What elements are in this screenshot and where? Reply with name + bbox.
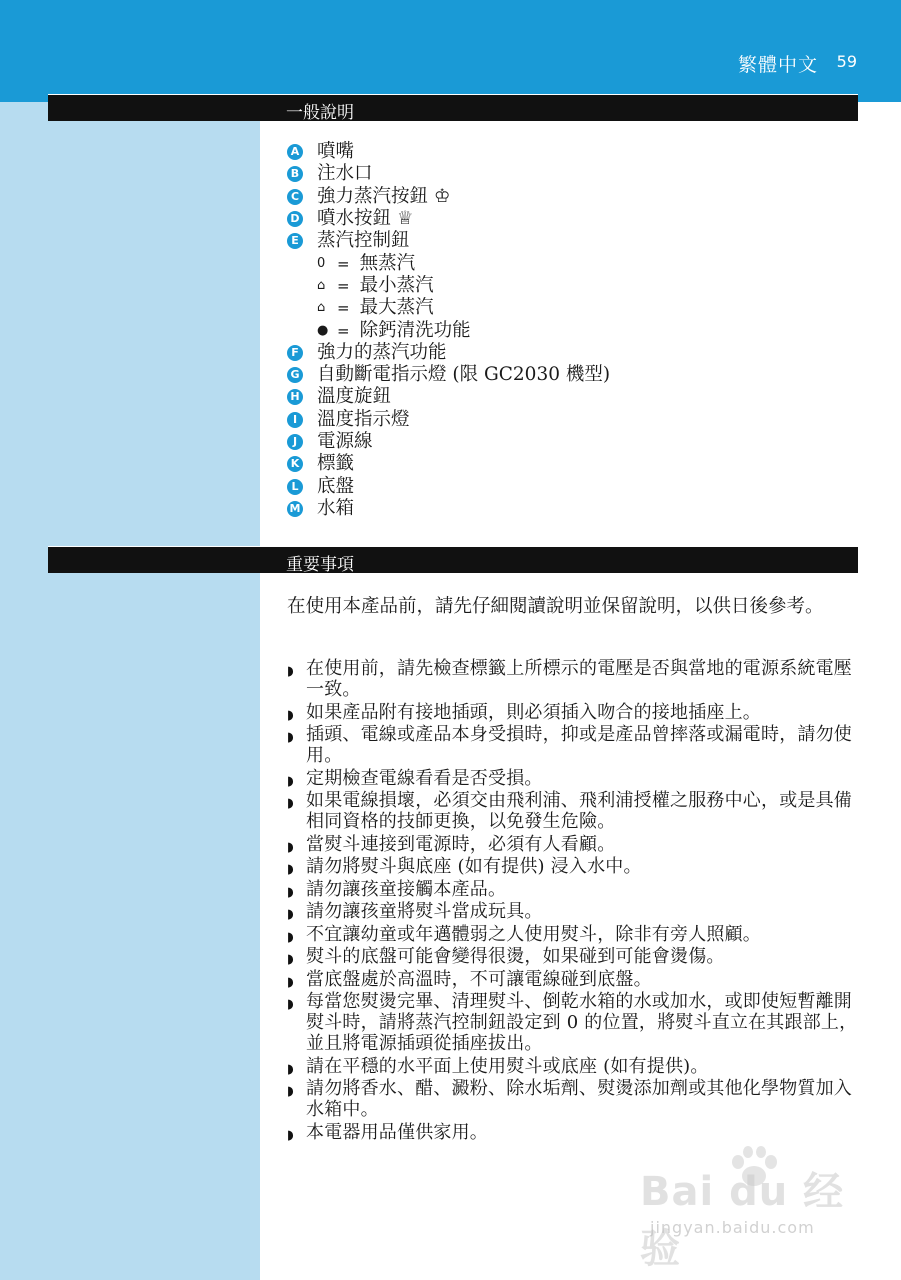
- rule-text: 插頭、電線或產品本身受損時，抑或是產品曾摔落或漏電時，請勿使用。: [306, 724, 852, 766]
- bullet-icon: ◗: [287, 974, 295, 990]
- steam-setting: [287, 252, 610, 274]
- list-item: [287, 453, 610, 475]
- list-item: [287, 1078, 859, 1120]
- rule-text: 請勿讓孩童接觸本產品。: [306, 878, 507, 900]
- part-label: 噴嘴: [317, 141, 355, 163]
- list-item: [287, 141, 610, 163]
- steam-eq: =: [337, 276, 350, 295]
- bullet-icon: ◗: [287, 1061, 295, 1077]
- list-item: [287, 498, 610, 520]
- list-item: [287, 386, 610, 408]
- list-item: [287, 431, 610, 453]
- watermark-url: jingyan.baidu.com: [650, 1218, 815, 1237]
- section-bar-important: [48, 546, 858, 573]
- list-item: [287, 475, 610, 497]
- min-steam-icon: ⌂: [317, 277, 326, 293]
- list-item: [287, 163, 610, 185]
- list-item: [287, 834, 859, 855]
- rule-text: 本電器用品僅供家用。: [306, 1121, 488, 1143]
- steam-label: 無蒸汽: [359, 252, 416, 274]
- steam-eq: =: [337, 321, 350, 340]
- section-title-important: 重要事項: [286, 555, 354, 575]
- rule-text: 請勿將熨斗與底座 (如有提供) 浸入水中。: [306, 856, 642, 877]
- part-label: 強力蒸汽按鈕 ♔: [317, 185, 451, 207]
- badge-icon: I: [287, 412, 303, 428]
- list-item: [287, 342, 610, 364]
- part-label: 蒸汽控制鈕: [317, 230, 410, 252]
- badge-icon: J: [287, 434, 303, 450]
- part-label: 溫度指示燈: [317, 408, 410, 430]
- steam-eq: =: [337, 299, 350, 318]
- part-label: 強力的蒸汽功能: [317, 341, 447, 363]
- rule-text: 當熨斗連接到電源時，必須有人看顧。: [306, 833, 616, 855]
- badge-icon: D: [287, 211, 303, 227]
- part-label: 噴水按鈕 ♕: [317, 208, 414, 230]
- parts-list: [287, 141, 610, 520]
- rule-text: 請在平穩的水平面上使用熨斗或底座 (如有提供)。: [306, 1055, 709, 1077]
- badge-icon: C: [287, 189, 303, 205]
- intro-paragraph: 在使用本產品前，請先仔細閱讀說明並保留說明，以供日後參考。: [287, 596, 824, 617]
- list-item: [287, 658, 859, 700]
- bullet-icon: ◗: [287, 884, 295, 900]
- list-item: [287, 901, 859, 922]
- list-item: [287, 790, 859, 832]
- bullet-icon: ◗: [287, 773, 295, 789]
- list-item: [287, 879, 859, 900]
- bullet-icon: ◗: [287, 997, 295, 1012]
- badge-icon: H: [287, 389, 303, 405]
- steam-setting: [287, 319, 610, 341]
- rule-text: 每當您熨燙完畢、清理熨斗、倒乾水箱的水或加水，或即使短暫離開熨斗時，請將蒸汽控制鈕設定到 0 的位置，將熨斗直立在其跟部上，並且將電源插頭從插座拔出。: [306, 991, 858, 1054]
- list-item: [287, 768, 859, 789]
- list-item: [287, 924, 859, 945]
- bullet-icon: ◗: [287, 952, 295, 967]
- rule-text: 如果產品附有接地插頭，則必須插入吻合的接地插座上。: [306, 701, 761, 723]
- watermark-logo: Bai du 经验: [640, 1169, 845, 1272]
- part-label: 標籤: [317, 453, 355, 475]
- badge-icon: B: [287, 166, 303, 182]
- max-steam-icon: ⌂: [317, 300, 326, 316]
- rule-text: 請勿將香水、醋、澱粉、除水垢劑、熨燙添加劑或其他化學物質加入水箱中。: [306, 1078, 852, 1120]
- list-item: [287, 409, 610, 431]
- badge-icon: K: [287, 456, 303, 472]
- rule-text: 不宜讓幼童或年邁體弱之人使用熨斗，除非有旁人照顧。: [306, 923, 761, 945]
- rule-text: 如果電線損壞，必須交由飛利浦、飛利浦授權之服務中心，或是具備相同資格的技師更換，以免發生危險。: [306, 790, 852, 832]
- rule-text: 當底盤處於高溫時，不可讓電線碰到底盤。: [306, 968, 652, 990]
- rule-text: 熨斗的底盤可能會變得很燙，如果碰到可能會燙傷。: [306, 946, 725, 967]
- rule-text: 定期檢查電線看看是否受損。: [306, 767, 543, 789]
- part-label: 溫度旋鈕: [317, 386, 392, 408]
- badge-icon: E: [287, 233, 303, 249]
- rule-text: 請勿讓孩童將熨斗當成玩具。: [306, 901, 543, 922]
- bullet-icon: ◗: [287, 796, 295, 811]
- list-item: [287, 1056, 859, 1077]
- bullet-icon: ◗: [287, 664, 295, 679]
- section-title-general: 一般說明: [286, 103, 354, 123]
- steam-label: 最大蒸汽: [359, 297, 434, 319]
- list-item: [287, 991, 859, 1054]
- part-label: 底盤: [317, 475, 355, 497]
- bullet-icon: ◗: [287, 730, 295, 745]
- list-item: [287, 969, 859, 990]
- watermark: [640, 1150, 860, 1272]
- list-item: [287, 724, 859, 766]
- rule-text: 在使用前，請先檢查標籤上所標示的電壓是否與當地的電源系統電壓一致。: [306, 658, 852, 700]
- bullet-icon: ◗: [287, 862, 295, 877]
- calc-clean-icon: ●: [317, 322, 329, 338]
- list-item: [287, 230, 610, 252]
- part-label: 水箱: [317, 497, 355, 519]
- list-item: [287, 856, 859, 877]
- page-number: 59: [836, 52, 857, 71]
- bullet-icon: ◗: [287, 839, 295, 855]
- list-item: [287, 946, 859, 967]
- badge-icon: M: [287, 501, 303, 517]
- bullet-icon: ◗: [287, 907, 295, 922]
- steam-setting: [287, 275, 610, 297]
- steam-label: 除鈣清洗功能: [359, 319, 471, 341]
- list-item: [287, 364, 610, 386]
- bullet-icon: ◗: [287, 929, 295, 945]
- side-column: [0, 102, 260, 1280]
- badge-icon: L: [287, 479, 303, 495]
- badge-icon: A: [287, 144, 303, 160]
- language-title: 繁體中文: [737, 54, 818, 76]
- section-bar-general: [48, 94, 858, 121]
- steam-symbol: 0: [317, 255, 326, 271]
- steam-eq: =: [337, 254, 350, 273]
- steam-label: 最小蒸汽: [359, 274, 434, 296]
- bullet-icon: ◗: [287, 707, 295, 723]
- list-item: [287, 208, 610, 230]
- steam-setting: [287, 297, 610, 319]
- list-item: [287, 702, 859, 723]
- part-label: 自動斷電指示燈 (限 GC2030 機型): [317, 364, 611, 386]
- list-item: [287, 186, 610, 208]
- bullet-icon: ◗: [287, 1084, 295, 1099]
- bullet-icon: ◗: [287, 1127, 295, 1143]
- list-item: [287, 1122, 859, 1143]
- badge-icon: G: [287, 367, 303, 383]
- badge-icon: F: [287, 345, 303, 361]
- part-label: 注水口: [317, 163, 373, 185]
- part-label: 電源線: [317, 431, 373, 452]
- safety-rules-list: [287, 658, 859, 1144]
